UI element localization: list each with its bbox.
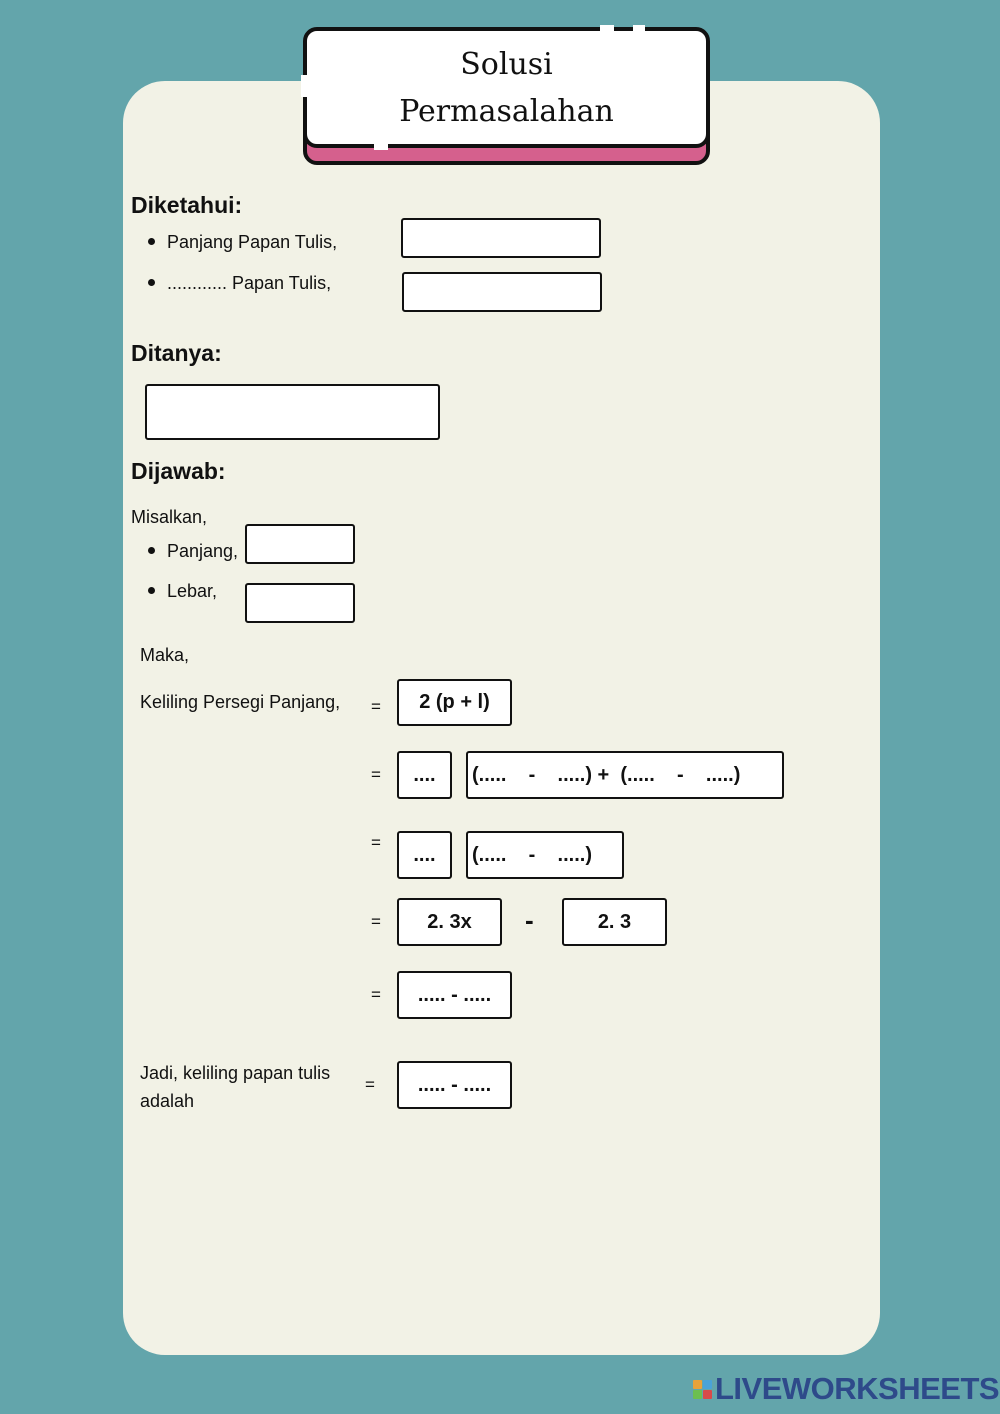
formula-box: 2 (p + l) [397, 679, 512, 726]
diketahui-item-lebar: ............ Papan Tulis, [148, 273, 331, 294]
title-line-2: Permasalahan [399, 93, 614, 129]
title-border-gap [600, 25, 614, 31]
keliling-label: Keliling Persegi Panjang, [140, 692, 341, 712]
lebar-papan-input[interactable] [402, 272, 602, 312]
diketahui-heading: Diketahui: [131, 192, 243, 218]
multiplier-input-2[interactable]: .... [397, 831, 452, 879]
title-line-1: Solusi [460, 46, 553, 82]
equals-sign: = [371, 697, 381, 716]
title-border-gap [633, 25, 645, 31]
ditanya-input[interactable] [145, 384, 440, 440]
misalkan-lebar-label: Lebar, [148, 581, 217, 602]
expression-short-input[interactable]: (..... - .....) [466, 831, 624, 879]
logo-text: LIVEWORKSHEETS [715, 1371, 1000, 1406]
dijawab-heading: Dijawab: [131, 458, 226, 484]
ditanya-heading: Ditanya: [131, 340, 222, 366]
panjang-papan-input[interactable] [401, 218, 601, 258]
logo-badge-cell [693, 1390, 702, 1399]
logo-badge-icon [693, 1380, 712, 1399]
lebar-variable-input[interactable] [245, 583, 355, 623]
logo-badge-cell [693, 1380, 702, 1389]
equals-sign: = [371, 833, 381, 852]
minus-sign: - [525, 905, 534, 935]
misalkan-label: Misalkan, [131, 507, 208, 527]
conclusion-line-1: Jadi, keliling papan tulis [140, 1063, 331, 1083]
equals-sign: = [371, 912, 381, 931]
expression-long-input[interactable]: (..... - .....) + (..... - .....) [466, 751, 784, 799]
equals-sign: = [371, 985, 381, 1004]
misalkan-panjang-label: Panjang, [148, 541, 238, 562]
maka-label: Maka, [140, 645, 190, 665]
title-border-gap [374, 144, 388, 150]
logo-badge-cell [703, 1380, 712, 1389]
logo-badge-cell [703, 1390, 712, 1399]
multiplier-input-1[interactable]: .... [397, 751, 452, 799]
term-2-3-box: 2. 3 [562, 898, 667, 946]
liveworksheets-logo[interactable] [693, 1372, 999, 1406]
diketahui-item-panjang: Panjang Papan Tulis, [148, 232, 337, 253]
conclusion-line-2: adalah [140, 1091, 195, 1111]
conclusion-input[interactable]: ..... - ..... [397, 1061, 512, 1109]
equals-sign: = [365, 1075, 375, 1094]
panjang-variable-input[interactable] [245, 524, 355, 564]
title-card [303, 27, 710, 148]
result-input[interactable]: ..... - ..... [397, 971, 512, 1019]
equals-sign: = [371, 765, 381, 784]
term-2-3x-box: 2. 3x [397, 898, 502, 946]
title-border-gap [301, 75, 307, 97]
